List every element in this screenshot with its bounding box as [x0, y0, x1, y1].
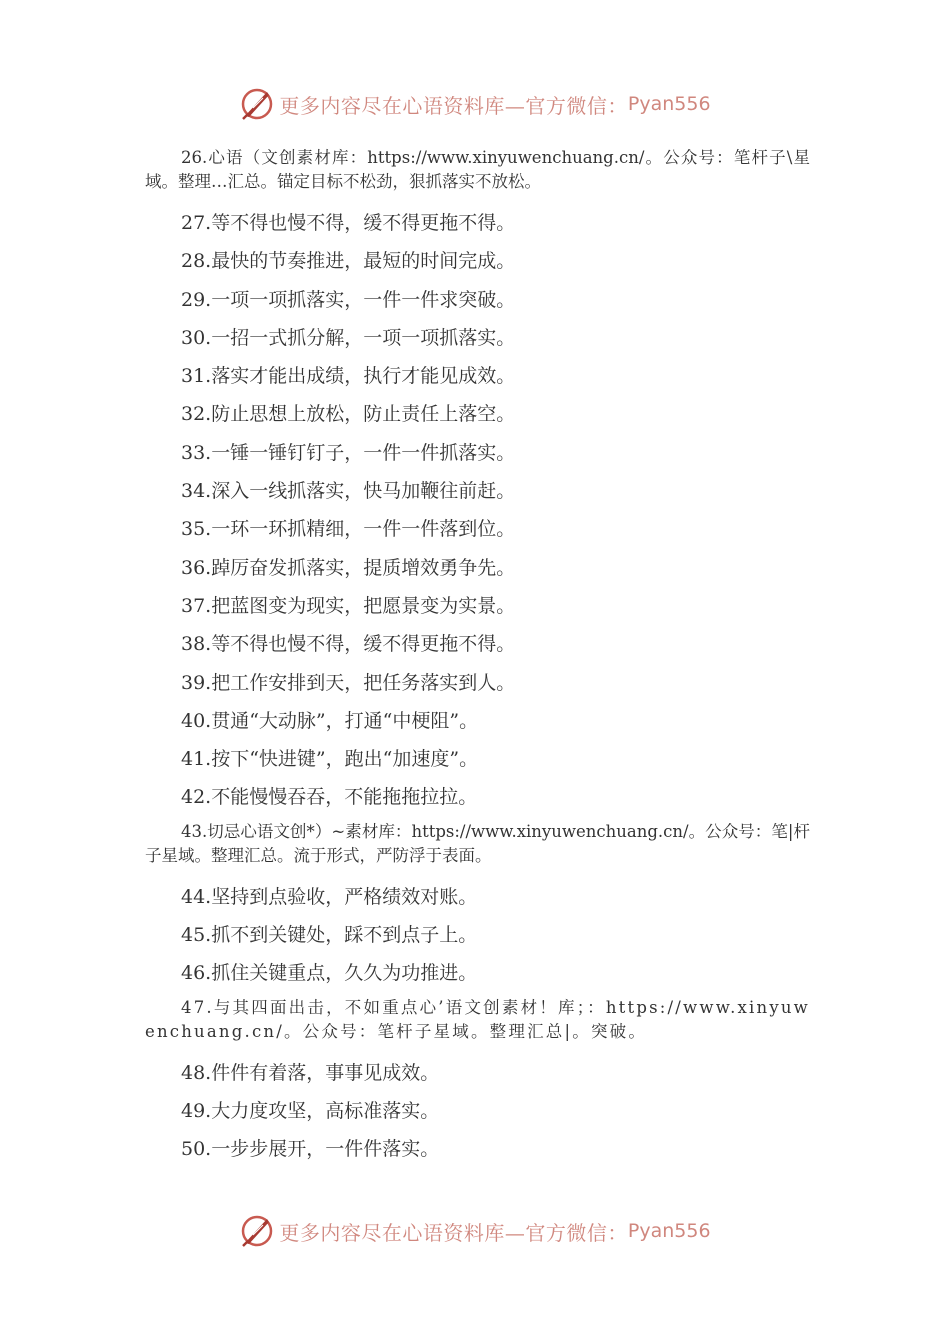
list-item: 41.按下“快进键”，跑出“加速度”。 [181, 748, 479, 771]
document-body [145, 143, 810, 1169]
list-item: 32.防止思想上放松，防止责任上落空。 [181, 403, 516, 426]
list-item: 27.等不得也慢不得，缓不得更拖不得。 [181, 212, 516, 234]
quill-logo-icon [239, 1213, 275, 1249]
list-item: 47.与其四面出击，不如重点心’语文创素材！库；：https://www.xinyuwenchuang.cn/。公众号：笔杆子星域。整理汇总|。突破。 [145, 997, 810, 1041]
banner-text: 更多内容尽在心语资料库—官方微信： [279, 1220, 628, 1245]
list-item: 26.心语（文创素材库：https://www.xinyuwenchuang.cn/。公众号：笔杆子\星域。整理…汇总。锚定目标不松劲，狠抓落实不放松。 [145, 148, 810, 191]
banner-wechat-id: Pyan556 [627, 1220, 711, 1242]
list-item: 31.落实才能出成绩，执行才能见成效。 [181, 365, 516, 388]
list-item: 39.把工作安排到天，把任务落实到人。 [181, 671, 516, 694]
list-item: 45.抓不到关键处，踩不到点子上。 [181, 924, 478, 947]
list-item: 36.踔厉奋发抓落实，提质增效勇争先。 [181, 556, 516, 579]
list-item: 37.把蓝图变为现实，把愿景变为实景。 [181, 594, 516, 617]
list-item: 50.一步步展开，一件件落实。 [181, 1138, 440, 1161]
list-item: 29.一项一项抓落实，一件一件求突破。 [181, 288, 516, 311]
list-item: 33.一锤一锤钉钉子，一件一件抓落实。 [181, 441, 516, 464]
list-item: 38.等不得也慢不得，缓不得更拖不得。 [181, 633, 516, 656]
banner-wechat-id: Pyan556 [627, 93, 711, 115]
list-item: 35.一环一环抓精细，一件一件落到位。 [181, 518, 516, 541]
list-item: 34.深入一线抓落实，快马加鞭往前赶。 [181, 480, 516, 503]
list-item: 46.抓住关键重点，久久为功推进。 [181, 962, 478, 985]
list-item: 42.不能慢慢吞吞，不能拖拖拉拉。 [181, 786, 478, 809]
header-banner [0, 84, 950, 124]
footer-banner [0, 1211, 950, 1251]
banner-text: 更多内容尽在心语资料库—官方微信： [279, 93, 628, 118]
list-item: 28.最快的节奏推进，最短的时间完成。 [181, 250, 516, 273]
quill-logo-icon [239, 86, 275, 122]
list-item: 44.坚持到点验收，严格绩效对账。 [181, 885, 478, 908]
list-item: 43.切忌心语文创*）~素材库：https://www.xinyuwenchuang.cn/。公众号：笔|杆子星域。整理汇总。流于形式，严防浮于表面。 [145, 821, 810, 865]
list-item: 48.件件有着落，事事见成效。 [181, 1061, 440, 1084]
list-item: 49.大力度攻坚，高标准落实。 [181, 1099, 440, 1122]
list-item: 30.一招一式抓分解，一项一项抓落实。 [181, 326, 516, 349]
list-item: 40.贯通“大动脉”，打通“中梗阻”。 [181, 709, 479, 732]
